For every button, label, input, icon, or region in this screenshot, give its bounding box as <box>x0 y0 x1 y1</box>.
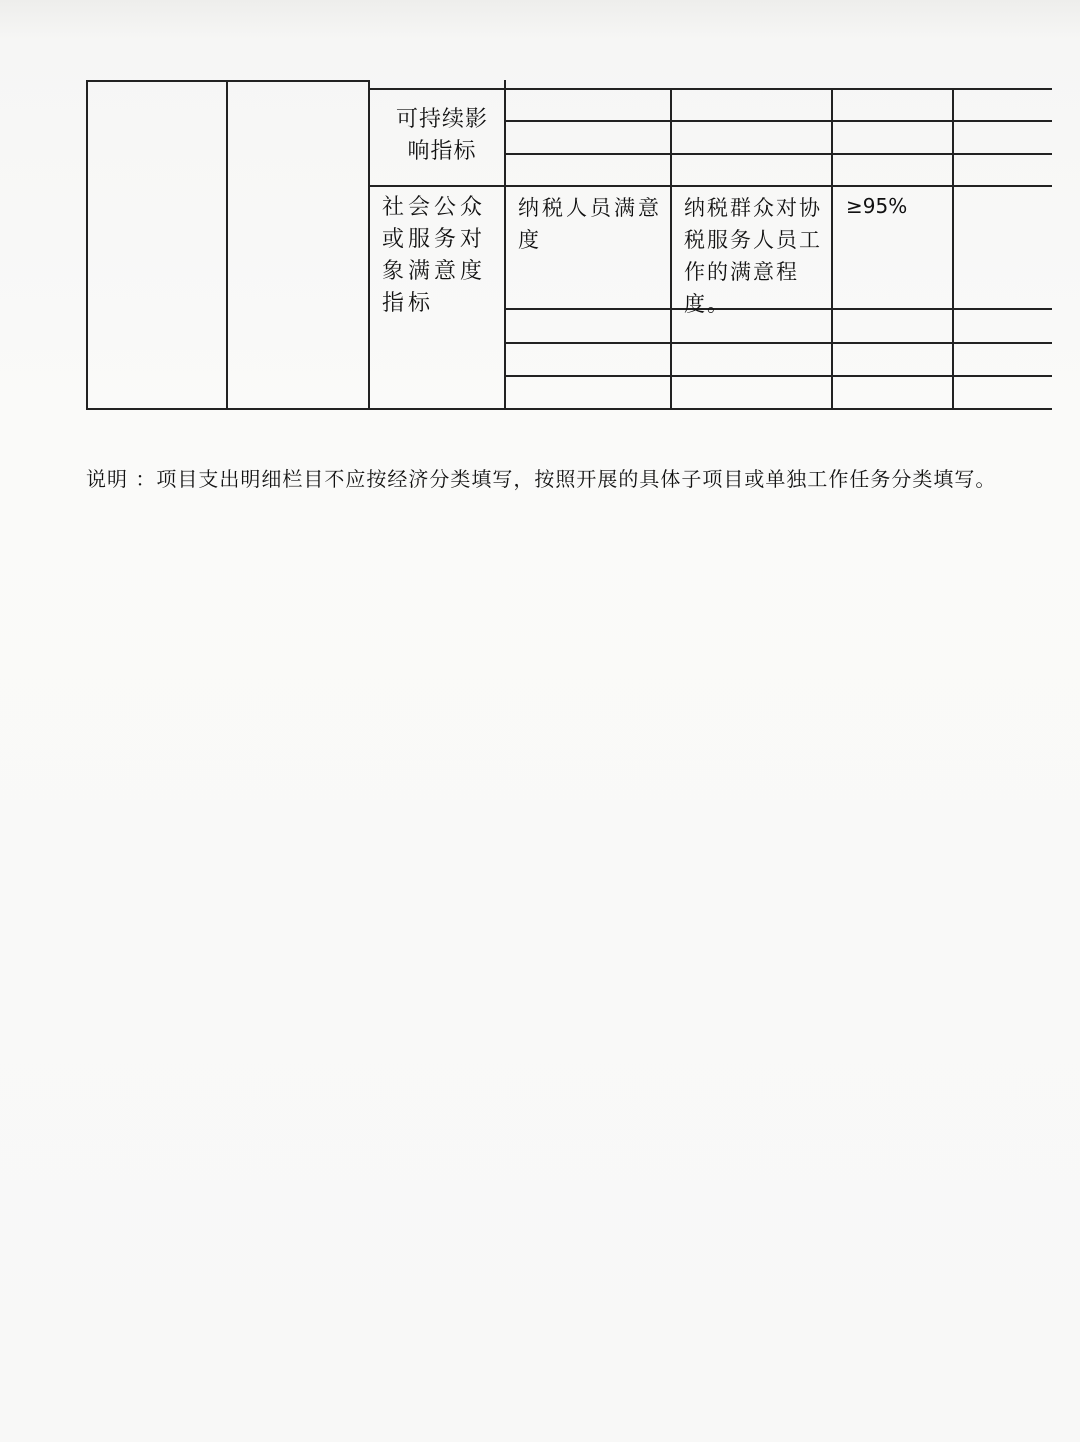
performance-indicator-table <box>86 80 1052 410</box>
table-row-divider <box>368 185 1052 187</box>
table-border-top <box>86 80 370 82</box>
table-row-divider <box>504 120 1052 122</box>
satisfaction-item-target: ≥95% <box>846 194 908 218</box>
table-border-left <box>86 80 88 410</box>
table-column-divider <box>952 88 954 410</box>
explanatory-note: 说明 ：项目支出明细栏目不应按经济分类填写，按照开展的具体子项目或单独工作任务分类填写。 <box>86 467 997 491</box>
table-row-divider <box>504 375 1052 377</box>
table-column-divider <box>831 88 833 410</box>
table-column-divider <box>226 80 228 410</box>
table-border-top <box>368 88 1052 90</box>
table-column-divider <box>670 88 672 410</box>
table-column-divider <box>504 80 506 410</box>
sustainable-impact-indicator-label: 可持续影 响指标 <box>395 107 488 164</box>
satisfaction-item-content: 纳税群众对协 税服务人员工 作的满意程 度。 <box>684 196 822 316</box>
table-row-divider <box>504 153 1052 155</box>
table-column-divider <box>368 80 370 410</box>
table-row-divider <box>504 342 1052 344</box>
satisfaction-indicator-label: 社会公众 或服务对 象满意度 指标 <box>382 195 487 316</box>
satisfaction-item-name: 纳税人员满意 度 <box>518 196 662 252</box>
table-border-bottom <box>86 408 1052 410</box>
